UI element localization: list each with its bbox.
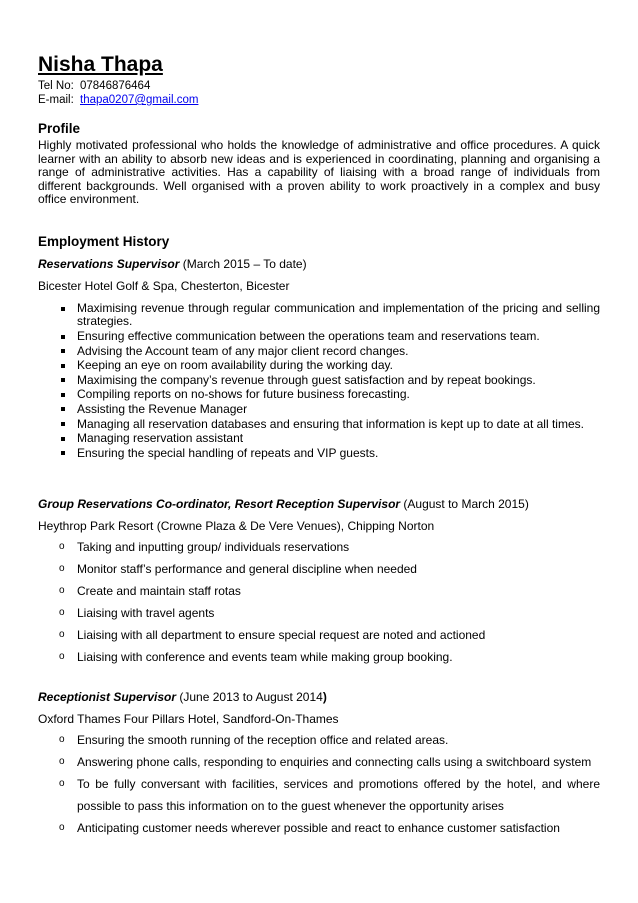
list-item: o Taking and inputting group/ individuals reservations (38, 536, 600, 558)
job-3-company: Oxford Thames Four Pillars Hotel, Sandford-On-Thames (38, 712, 339, 726)
job-3-dates: (June 2013 to August 2014 (176, 690, 323, 704)
list-item: Maximising the company’s revenue through guest satisfaction and by repeat bookings. (38, 374, 600, 387)
job-2-duties (38, 536, 600, 668)
list-item: o Liaising with all department to ensure special request are noted and actioned (38, 624, 600, 646)
job-3-heading (38, 690, 327, 705)
telephone-value: 07846876464 (80, 80, 151, 92)
list-item: Compiling reports on no-shows for future business forecasting. (38, 388, 600, 401)
email-label: E-mail: (38, 94, 74, 106)
list-item: o Monitor staff’s performance and general discipline when needed (38, 558, 600, 580)
email-line (38, 93, 198, 107)
list-item: Ensuring the special handling of repeats and VIP guests. (38, 447, 600, 460)
list-item: Managing reservation assistant (38, 432, 600, 445)
candidate-name: Nisha Thapa (38, 53, 163, 76)
job-1-company: Bicester Hotel Golf & Spa, Chesterton, Bicester (38, 279, 290, 293)
job-1-title: Reservations Supervisor (38, 257, 180, 271)
list-item: Keeping an eye on room availability during the working day. (38, 359, 600, 372)
list-item: o To be fully conversant with facilities, services and promotions offered by the hotel, and where possible to pass this information on to the guest whenever the opportunity arises (38, 773, 600, 817)
job-1-heading (38, 257, 307, 272)
job-3-dates-close: ) (322, 690, 327, 704)
list-item: o Liaising with travel agents (38, 602, 600, 624)
list-item: Ensuring effective communication between the operations team and reservations team. (38, 330, 600, 343)
list-item: o Answering phone calls, responding to enquiries and connecting calls using a switchboard system (38, 751, 600, 773)
list-item: o Liaising with conference and events team while making group booking. (38, 646, 600, 668)
list-item: Advising the Account team of any major client record changes. (38, 345, 600, 358)
email-link[interactable]: thapa0207@gmail.com (80, 94, 199, 106)
job-3-title: Receptionist Supervisor (38, 690, 177, 704)
job-2-dates: (August to March 2015) (400, 497, 529, 511)
list-item: Maximising revenue through regular communication and implementation of the pricing and selling strategies. (38, 302, 600, 329)
list-item: Assisting the Revenue Manager (38, 403, 600, 416)
job-2-heading (38, 497, 529, 512)
profile-heading: Profile (38, 121, 81, 136)
job-2-company: Heythrop Park Resort (Crowne Plaza & De Vere Venues), Chipping Norton (38, 519, 435, 533)
telephone-label: Tel No: (38, 80, 74, 92)
profile-text: Highly motivated professional who holds the knowledge of administrative and office procedures. A quick learner with an ability to absorb new ideas and is experienced in coordinating, planning and organising a range of administrative activities. Has a capability of liaising with a broad range of individuals from different backgrounds. Well organised with a proven ability to work proactively in a complex and busy office environment. (38, 138, 600, 207)
list-item: o Anticipating customer needs wherever possible and react to enhance customer satisfaction (38, 817, 600, 839)
telephone-line (38, 79, 150, 93)
list-item: o Create and maintain staff rotas (38, 580, 600, 602)
job-1-dates: (March 2015 – To date) (179, 257, 307, 271)
job-3-duties (38, 729, 600, 839)
list-item: o Ensuring the smooth running of the reception office and related areas. (38, 729, 600, 751)
job-1-duties (38, 302, 600, 461)
list-item: Managing all reservation databases and ensuring that information is kept up to date at all times. (38, 418, 600, 431)
job-2-title: Group Reservations Co-ordinator, Resort Reception Supervisor (38, 497, 401, 511)
employment-heading: Employment History (38, 234, 170, 249)
